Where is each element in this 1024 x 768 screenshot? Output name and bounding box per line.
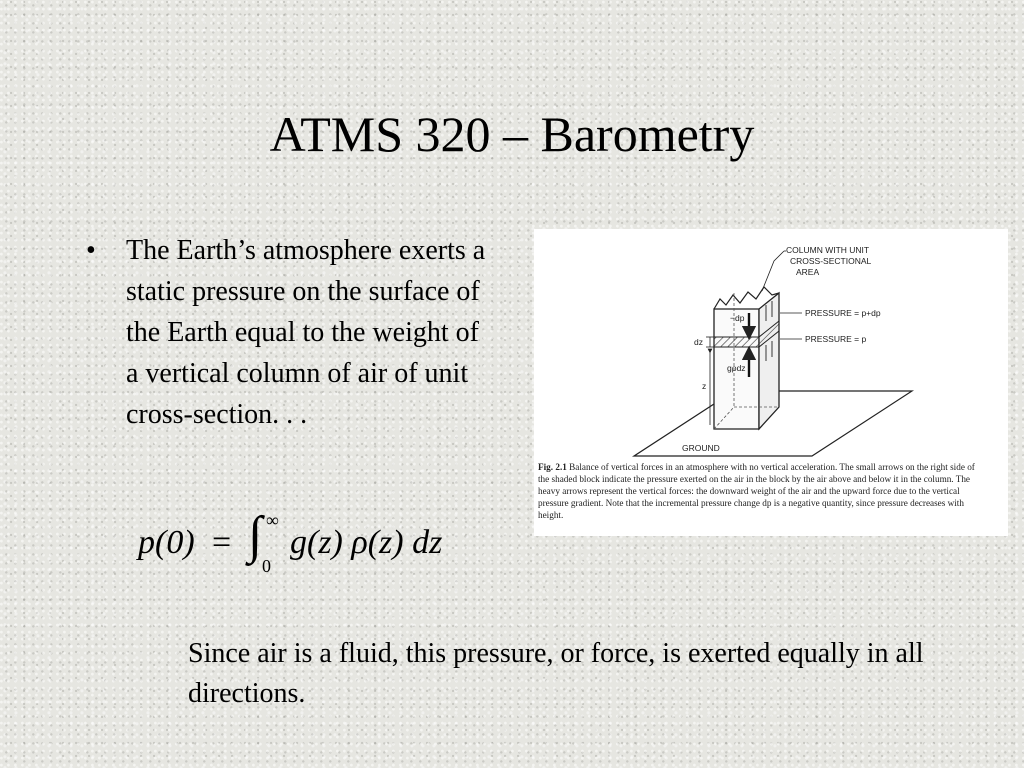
figure-caption-text: Balance of vertical forces in an atmosphere with no vertical acceleration. The small arrows on the right side of the shaded block indicate the pressure exerted on the air in the block by the air above and below it in the column. The heavy arrows represent the vertical forces: the downward weight of the air and the upward force due to the vertical pressure gradient. Note that the incremental pressure change dp is a negative quantity, since pressure decreases with height.	[538, 462, 975, 521]
integral-symbol: ∫	[248, 507, 263, 564]
label-ground: GROUND	[682, 443, 720, 453]
label-gpdz: gρdz	[727, 363, 746, 373]
integral-lower-limit: 0	[262, 556, 271, 576]
bullet-text: The Earth’s atmosphere exerts a static pressure on the surface of the Earth equal to the weight of a vertical column of air of unit cross-section. . .	[126, 235, 486, 430]
label-dz: dz	[694, 337, 703, 347]
label-pressure-top: PRESSURE = p+dp	[805, 308, 881, 318]
slide-title: ATMS 320 – Barometry	[269, 106, 755, 162]
fluid-pressure-note: Since air is a fluid, this pressure, or force, is exerted equally in all directions.	[188, 638, 924, 709]
integral-upper-limit: ∞	[266, 510, 279, 530]
equation-lhs: p(0)	[138, 524, 195, 561]
figure-caption	[538, 461, 988, 521]
label-dp: −dp	[730, 313, 745, 323]
equation-equals-sign: =	[212, 524, 232, 561]
label-pressure-bottom: PRESSURE = p	[805, 334, 867, 344]
bullet-marker: •	[86, 235, 96, 266]
column-side-face	[759, 293, 779, 429]
equation-integrand: g(z) ρ(z) dz	[290, 524, 443, 561]
air-column-diagram	[534, 229, 1008, 461]
label-column-3: AREA	[796, 267, 820, 277]
air-column-figure	[534, 229, 1008, 536]
label-column: COLUMN WITH UNIT	[786, 245, 870, 255]
label-z: z	[702, 381, 707, 391]
figure-caption-label: Fig. 2.1	[538, 462, 567, 472]
label-column-2: CROSS-SECTIONAL	[790, 256, 872, 266]
